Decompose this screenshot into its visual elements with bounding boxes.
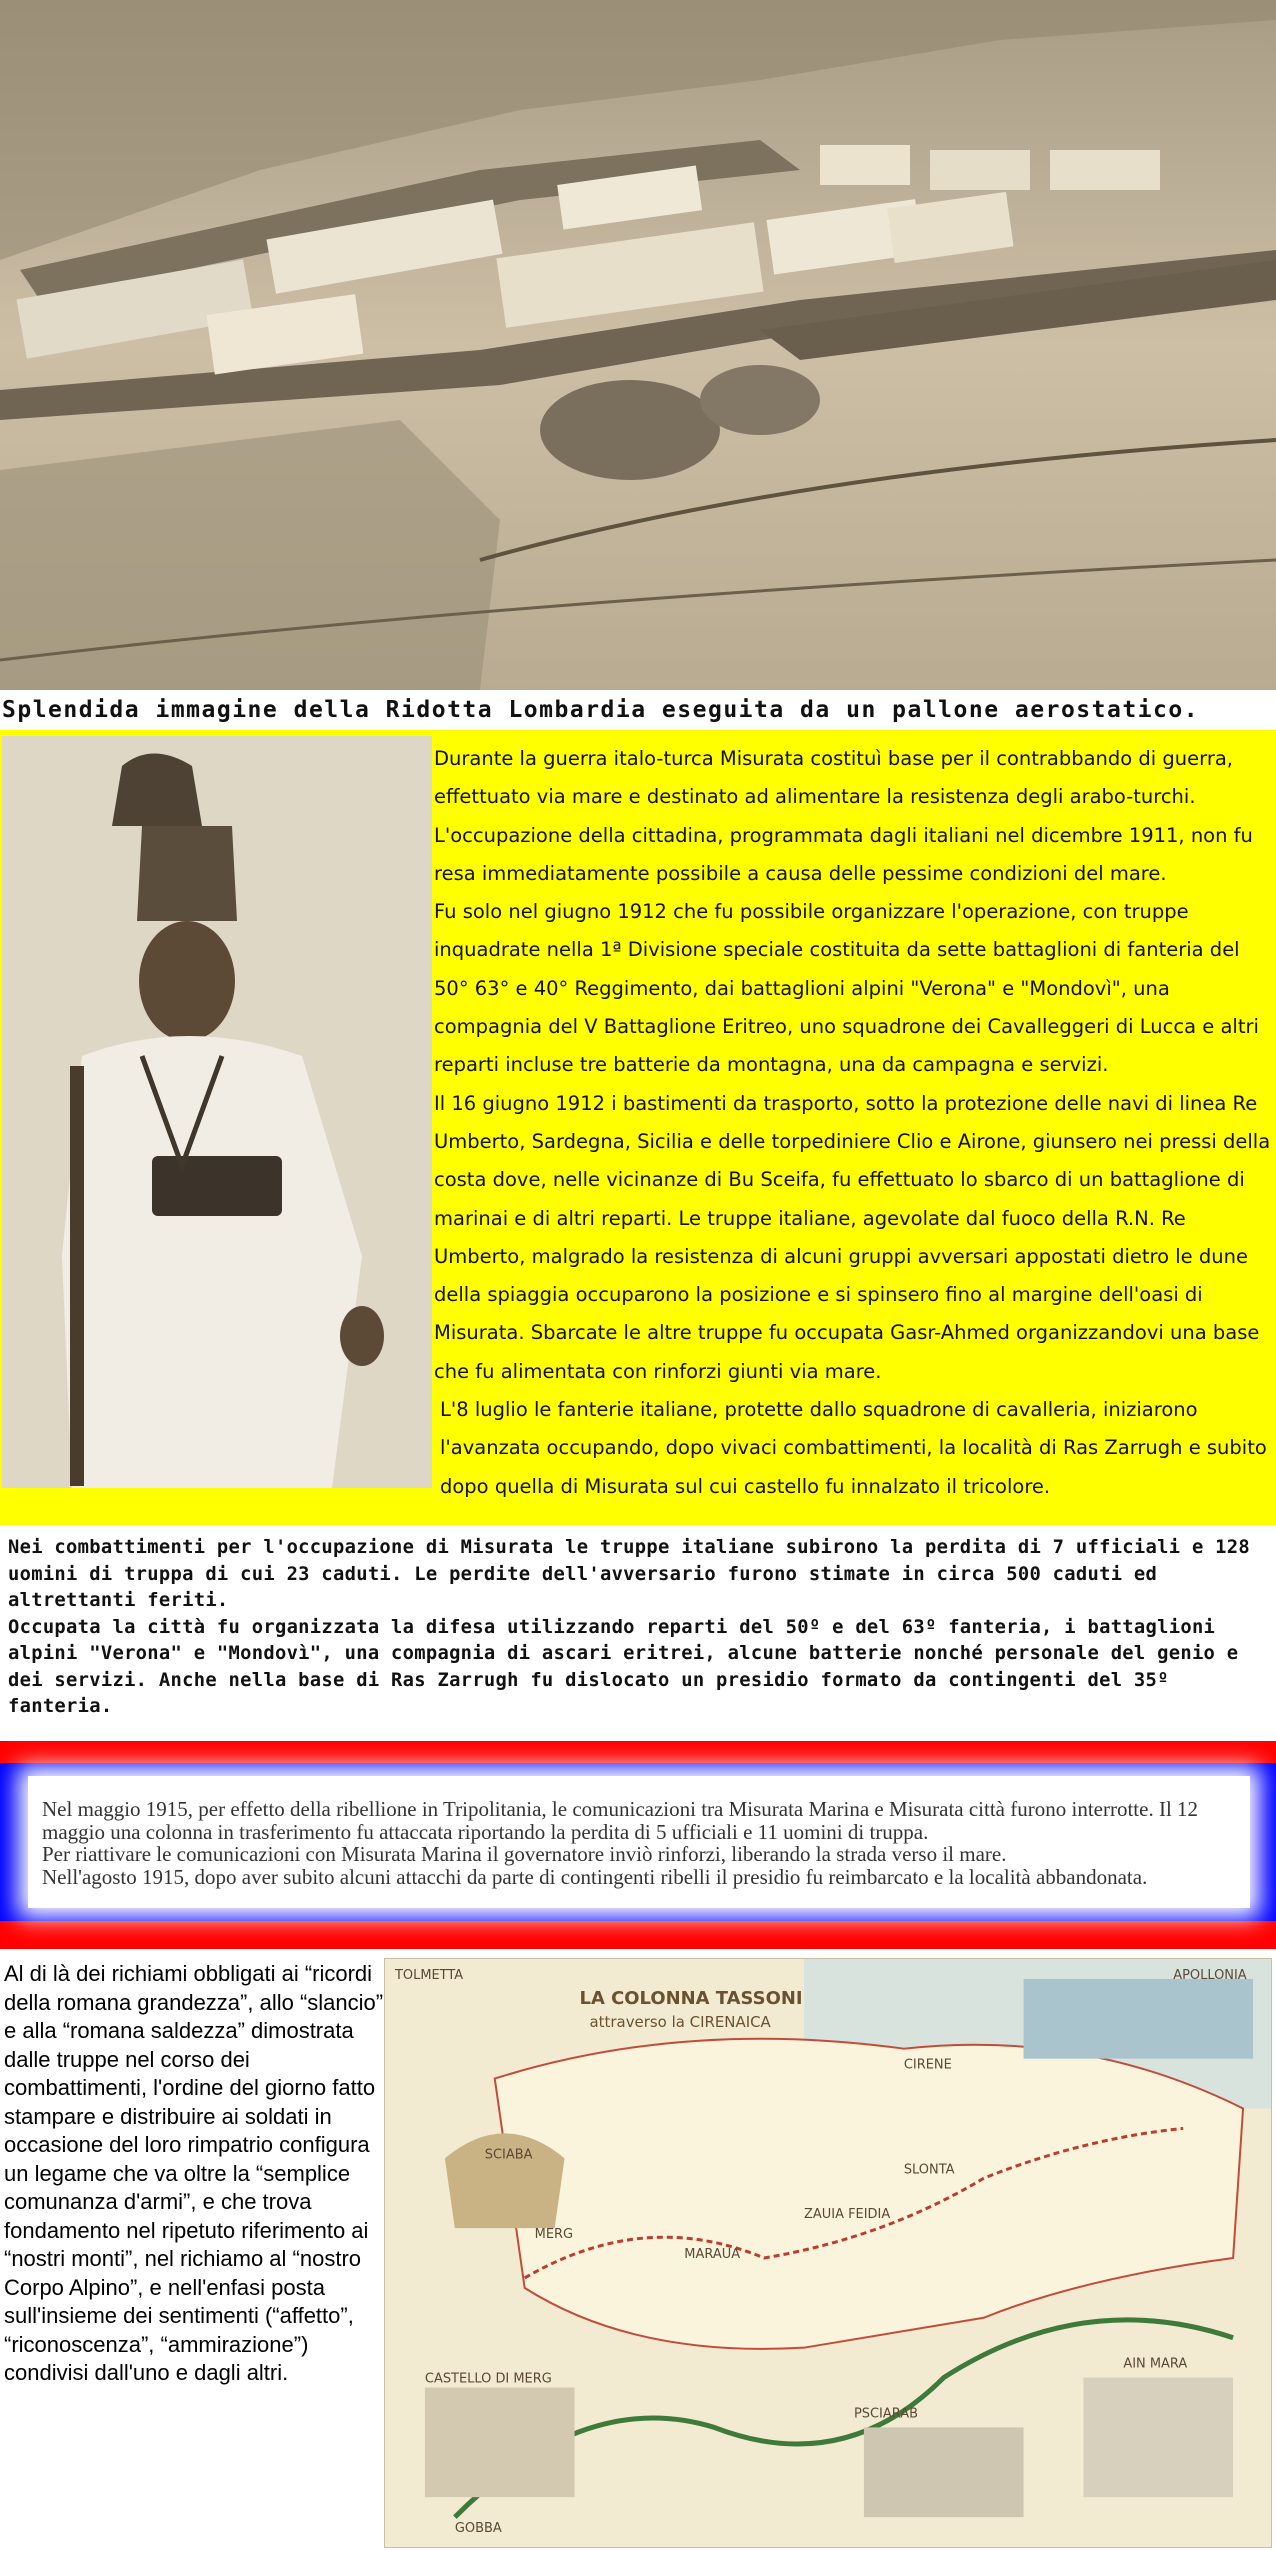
ascari-soldier-photo — [2, 736, 432, 1488]
map-label: CIRENE — [903, 2057, 952, 2073]
paragraph: Per riattivare le comunicazioni con Misurata Marina il governatore inviò rinforzi, liberando la strada verso il mare. — [42, 1842, 1007, 1866]
yellow-text-block — [434, 740, 1272, 1506]
paragraph: Nell'agosto 1915, dopo aver subito alcuni attacchi da parte di contingenti ribelli il presidio fu reimbarcato e la località abbandonata. — [42, 1864, 1148, 1889]
paragraph: Al di là dei richiami obbligati ai “ricordi della romana grandezza”, allo “slancio” e alla “romana saldezza” dimostrata dalle truppe nel corso dei combattimenti, l'ordine del giorno fatto stampare e distribuire ai soldati in occasione del loro rimpatrio configura un legame che va oltre la “semplice comunanza d'armi”, e che trova fondamento nel ripetuto riferimento ai “nostri monti”, nel richiamo al “nostro Corpo Alpino”, e nell'enfasi posta sull'insieme dei sentimenti (“affetto”, “riconoscenza”, “ammirazione”) condivisi dall'uno e dagli altri. — [4, 1961, 384, 2385]
map-label: AIN MARA — [1123, 2356, 1188, 2372]
paragraph: L'occupazione della cittadina, programmata dagli italiani nel dicembre 1911, non fu resa immediatamente possibile a causa delle pessime condizioni del mare. — [434, 823, 1253, 885]
map-label: TOLMETTA — [394, 1967, 464, 1983]
paragraph: Occupata la città fu organizzata la difesa utilizzando reparti del 50º e del 63º fanteria, i battaglioni alpini "Verona" e "Mondovì", una compagnia di ascari eritrei, alcune batterie nonché personale del genio e dei servizi. Anche nella base di Ras Zarrugh fu dislocato un presidio formato da contingenti del 35º fanteria. — [8, 1616, 1250, 1717]
casualties-text-block — [8, 1535, 1272, 1721]
paragraph: Nei combattimenti per l'occupazione di Misurata le truppe italiane subirono la perdita di 7 ufficiali e 128 uomini di truppa di cui 23 caduti. Le perdite dell'avversario furono stimate in circa 500 caduti ed altrettanti feriti. — [8, 1537, 1262, 1611]
map-label: SCIABA — [484, 2147, 533, 2163]
paragraph: Fu solo nel giugno 1912 che fu possibile organizzare l'operazione, con truppe inquadrate nella 1ª Divisione speciale costituita da sette battaglioni di fanteria del 50° 63° e 40° Reggimento, dai battaglioni alpini "Verona" e "Mondovì", una compagnia del V Battaglione Eritreo, uno squadrone dei Cavalleggeri di Lucca e altri reparti incluse tre batterie da montagna, una da campagna e servizi. — [434, 900, 1259, 1077]
notice-box — [28, 1776, 1250, 1908]
map-label: GOBBA — [454, 2521, 502, 2537]
tassoni-column-map-postcard — [384, 1958, 1272, 2548]
photo-caption: Splendida immagine della Ridotta Lombardia eseguita da un pallone aerostatico. — [0, 690, 1276, 730]
map-label: PSCIARAB — [853, 2406, 918, 2422]
commentary-text — [4, 1960, 384, 2388]
map-label: APOLLONIA — [1173, 1967, 1247, 1983]
paragraph: Il 16 giugno 1912 i bastimenti da trasporto, sotto la protezione delle navi di linea Re Umberto, Sardegna, Sicilia e delle torpediniere Clio e Airone, giunsero nei pressi della costa dove, nelle vicinanze di Bu Sceifa, fu effettuato lo sbarco di un battaglione di marinai e di altri reparti. Le truppe italiane, agevolate dal fuoco della R.N. Re Umberto, malgrado la resistenza di alcuni gruppi avversari appostati dietro le dune della spiaggia occuparono la posizione e si spinsero fino al margine dell'oasi di Misurata. Sbarcate le altre truppe fu occupata Gasr-Ahmed organizzandovi una base che fu alimentata con rinforzi giunti via mare. — [434, 1091, 1271, 1383]
map-title: LA COLONNA TASSONI — [579, 1987, 803, 2009]
aerial-photo — [0, 0, 1276, 690]
map-label: CASTELLO DI MERG — [424, 2371, 552, 2387]
map-label: SLONTA — [903, 2162, 955, 2178]
map-label: ZAUIA FEIDIA — [804, 2207, 891, 2223]
paragraph: Durante la guerra italo-turca Misurata costituì base per il contrabbando di guerra, effettuato via mare e destinato ad alimentare la resistenza degli arabo-turchi. — [434, 747, 1233, 809]
red-stripe — [0, 1921, 1276, 1949]
map-label: MERG — [534, 2227, 574, 2243]
paragraph: Nel maggio 1915, per effetto della ribellione in Tripolitania, le comunicazioni tra Misurata Marina e Misurata città furono interrotte. Il 12 maggio una colonna in trasferimento fu attaccata riportando la perdita di 5 ufficiali e 11 uomini di truppa. — [42, 1797, 1199, 1844]
paragraph: L'8 luglio le fanterie italiane, protette dallo squadrone di cavalleria, iniziarono l'avanzata occupando, dopo vivaci combattimenti, la località di Ras Zarrugh e subito dopo quella di Misurata sul cui castello fu innalzato il tricolore. — [440, 1398, 1267, 1498]
map-subtitle: attraverso la CIRENAICA — [589, 2012, 771, 2031]
red-stripe — [0, 1741, 1276, 1763]
map-label: MARAUA — [684, 2246, 741, 2262]
